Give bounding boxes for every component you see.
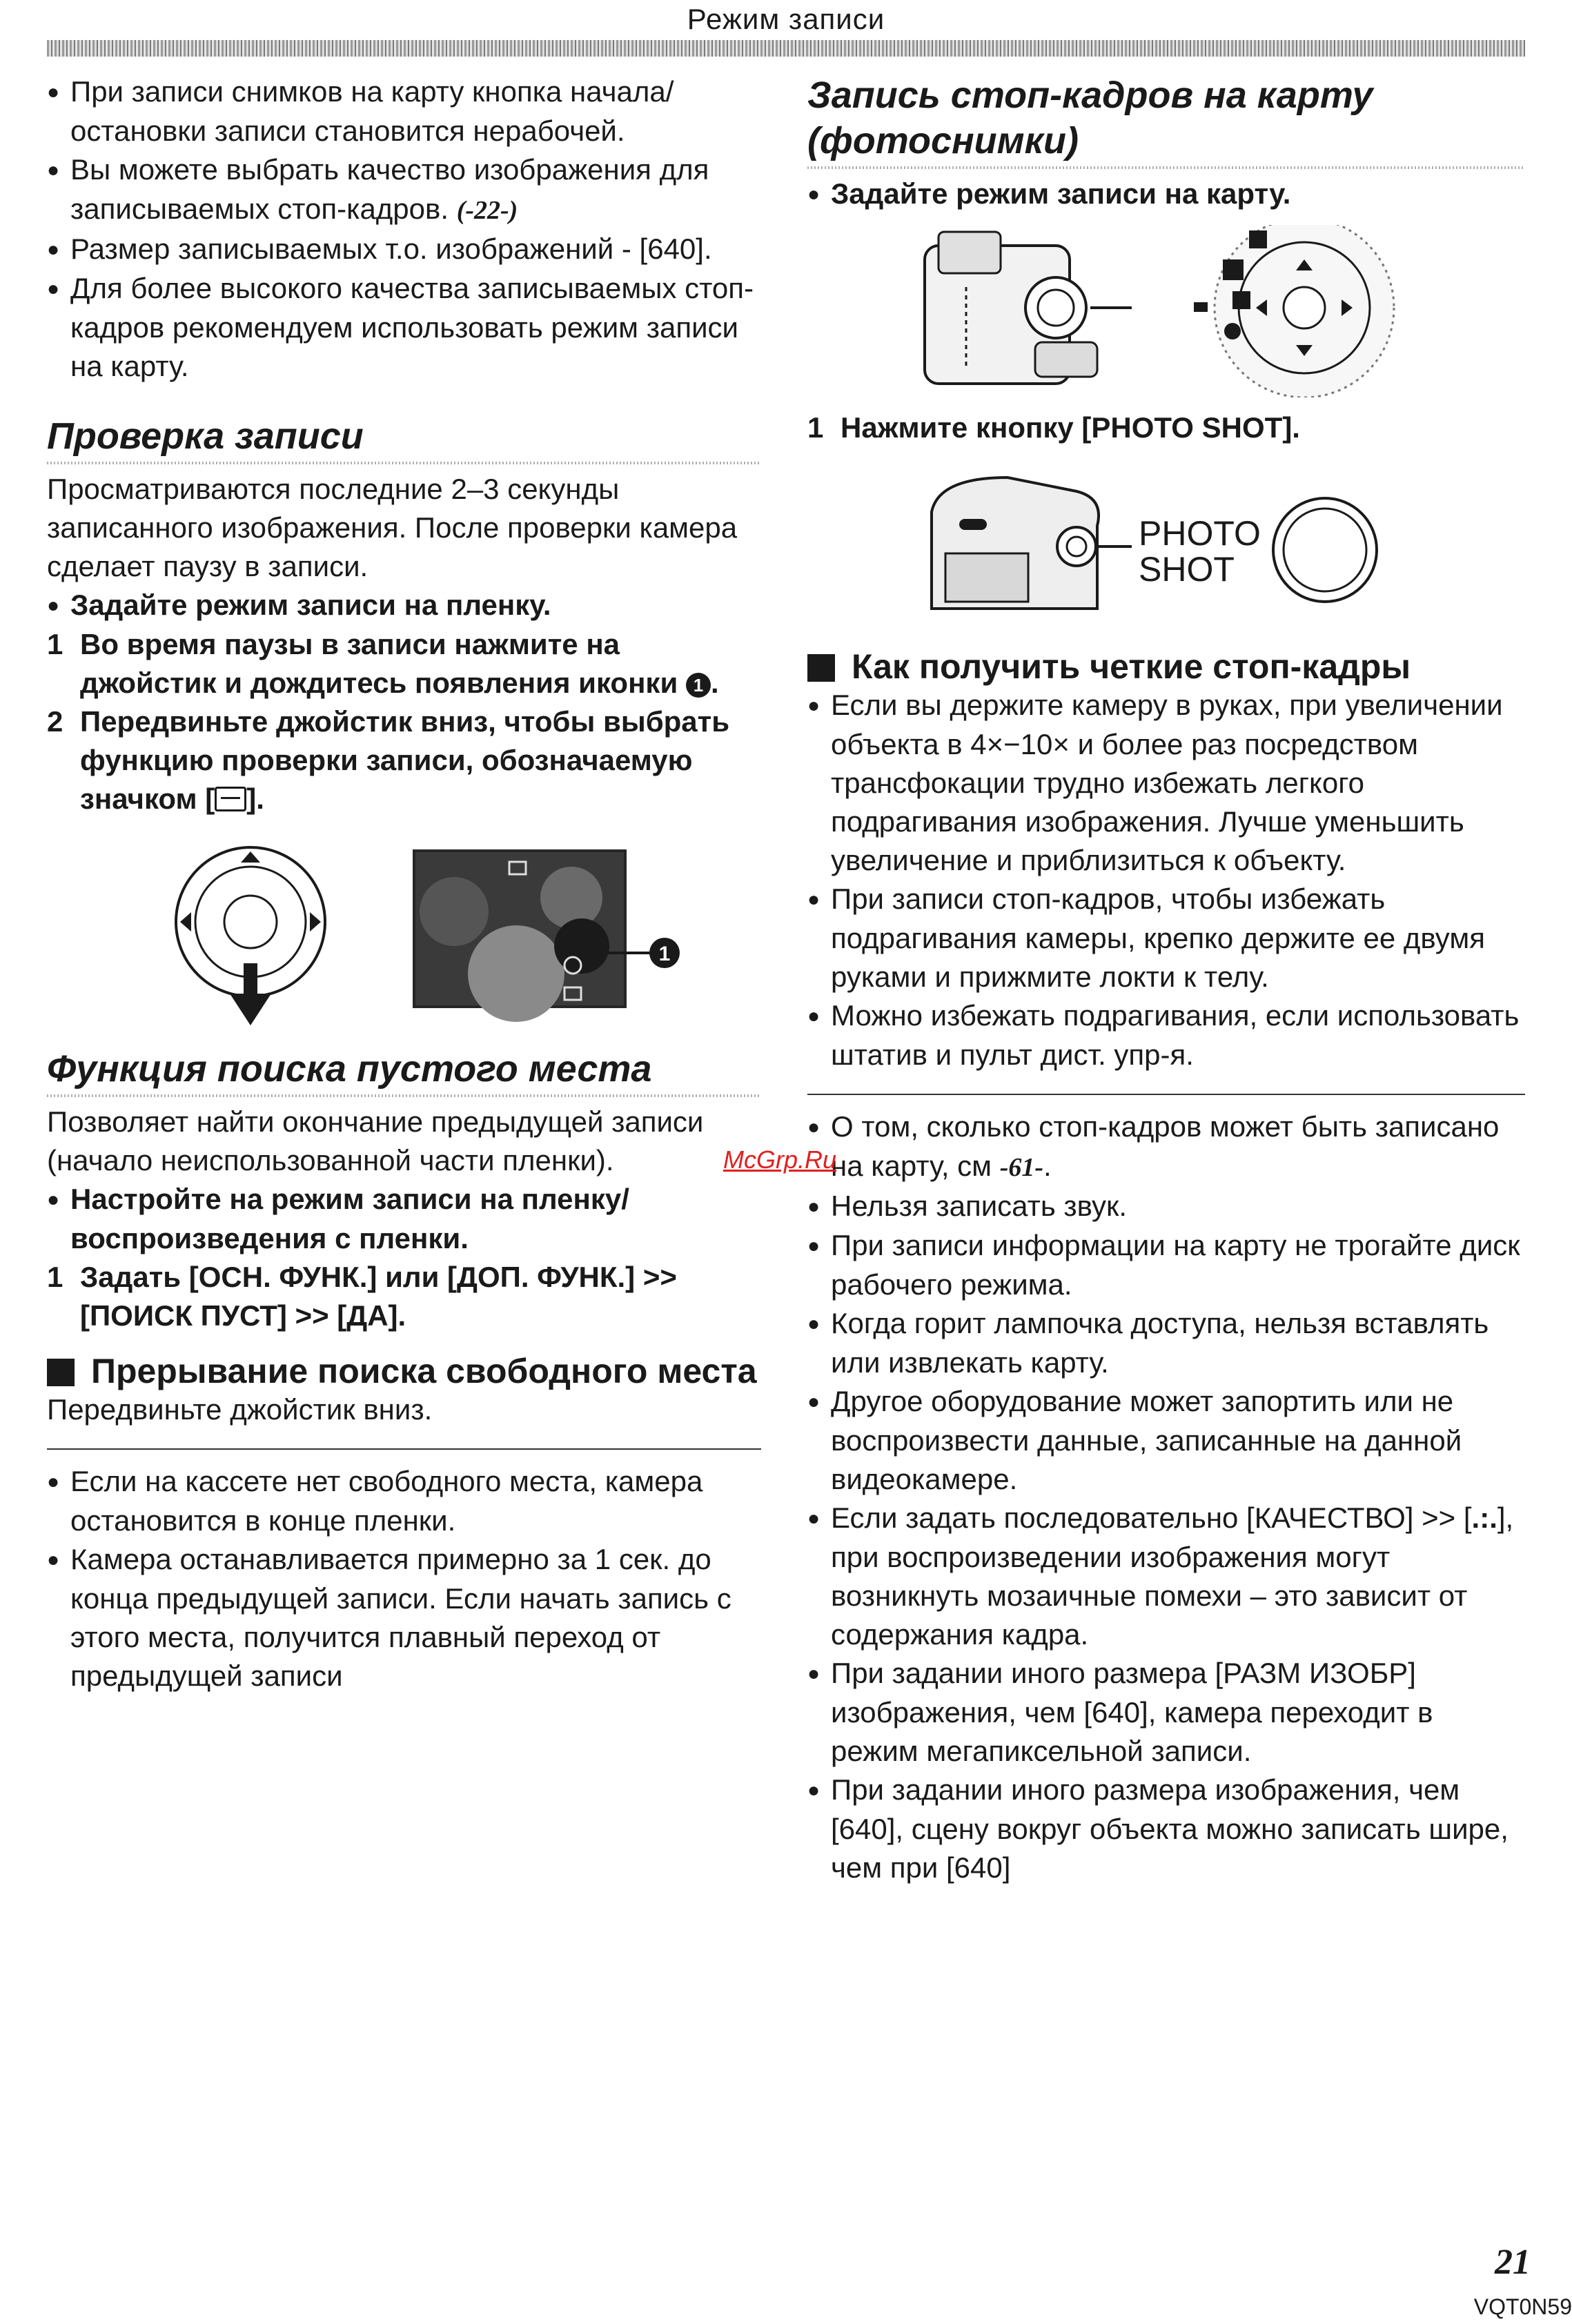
joystick-figure: [47, 846, 761, 1032]
step-number: 1: [47, 628, 63, 660]
square-marker-icon: [807, 654, 835, 682]
joystick-illustration: [47, 846, 761, 1032]
search-bullet: ● Настройте на режим записи на пленку/ воспроизведения с пленки.: [47, 1180, 761, 1258]
search-step-1: [47, 1258, 761, 1335]
section-heading-check: Проверка записи: [47, 413, 761, 464]
square-marker-icon: [47, 1359, 75, 1386]
check-step-1: [47, 625, 761, 702]
step-text: Передвиньте джойстик вниз, чтобы выбрать функцию проверки записи, обозначаемую значком [: [80, 705, 730, 815]
interrupt-heading: [47, 1352, 761, 1390]
tip-3: ● Можно избежать подрагивания, если использовать штатив и пульт дист. упр-я.: [807, 996, 1525, 1074]
tip-2: ● При записи стоп-кадров, чтобы избежать подрагивания камеры, крепко держите ее двумя руками и прижмите локти к телу.: [807, 880, 1525, 996]
step-end: .: [710, 667, 719, 699]
tip-1: ● Если вы держите камеру в руках, при увеличении объекта в 4×−10× и более раз посредством трансфокации трудно избежать легкого подрагивания изображения. Лучше уменьшить увеличение и приблизиться к объекту.: [807, 686, 1525, 880]
header-band: [47, 40, 1525, 57]
note-6: [807, 1499, 1525, 1654]
intro-bullet-2-text: Вы можете выбрать качество изображения для записываемых стоп-кадров.: [70, 153, 709, 225]
step-number: 1: [47, 1261, 63, 1293]
screen-thumbnail: [413, 849, 627, 1022]
search-description: Позволяет найти окончание предыдущей записи (начало неиспользованной части пленки).: [47, 1105, 704, 1176]
note-5: ● Другое оборудование может запортить или не воспроизвести данные, записанные на данной видеокамере.: [807, 1382, 1525, 1499]
photo-label-1: PHOTO: [1139, 514, 1261, 553]
page-number: 21: [1495, 2243, 1531, 2282]
note-2: ● Нельзя записать звук.: [807, 1187, 1525, 1226]
step-number: 2: [47, 705, 63, 738]
joystick-icon: [176, 847, 325, 1025]
note-1: [807, 1107, 1525, 1187]
camera-mode-dial-illustration: [807, 225, 1525, 397]
intro-bullet-3: ● Размер записываемых т.о. изображений - [640].: [47, 230, 761, 269]
note-7: ● При задании иного размера [РАЗМ ИЗОБР] изображения, чем [640], камера переходит в режим мегапиксельной записи.: [807, 1654, 1525, 1771]
page-reference: -61-: [999, 1153, 1044, 1182]
interrupt-heading-text: Прерывание поиска свободного места: [91, 1352, 757, 1390]
photo-label-2: SHOT: [1139, 550, 1235, 589]
search-note-1: ● Если на кассете нет свободного места, камера остановится в конце пленки.: [47, 1462, 761, 1540]
section-heading-photo: Запись стоп-кадров на карту (фотоснимки): [807, 72, 1525, 169]
divider: [807, 1094, 1525, 1095]
camcorder-icon: [925, 232, 1097, 384]
mode-dial-figure: [807, 225, 1525, 397]
step-end: ].: [246, 782, 264, 815]
photo-shot-illustration: [807, 464, 1525, 636]
intro-bullet-4: ● Для более высокого качества записываемых стоп-кадров рекомендуем использовать режим записи на карту.: [47, 269, 761, 386]
tips-heading: [807, 647, 1525, 686]
right-column: [807, 72, 1525, 1887]
section-heading-search: Функция поиска пустого места: [47, 1046, 761, 1097]
photo-shot-figure: [807, 464, 1525, 636]
page-title: Режим записи: [687, 3, 885, 35]
note-3: ● При записи информации на карту не трогайте диск рабочего режима.: [807, 1226, 1525, 1304]
photo-shot-button-icon: [1273, 498, 1377, 602]
search-note-2: ● Камера останавливается примерно за 1 сек. до конца предыдущей записи. Если начать запись с этого места, получится плавный переход от предыдущей записи: [47, 1540, 761, 1695]
note-1-end: .: [1043, 1150, 1052, 1182]
page-header: [0, 0, 1572, 62]
note-6-text: Если задать последовательно [КАЧЕСТВО] >> [: [831, 1501, 1472, 1534]
check-bullet: ● Задайте режим записи на пленку.: [47, 586, 761, 625]
intro-bullet-2: [47, 150, 761, 230]
document-code: VQT0N59: [1473, 2294, 1572, 2319]
callout-1-icon: 1: [686, 673, 711, 698]
interrupt-text: Передвиньте джойстик вниз.: [47, 1393, 433, 1426]
step-text: Во время паузы в записи нажмите на джойстик и дождитесь появления иконки: [80, 628, 678, 699]
camcorder-top-icon: [932, 477, 1099, 609]
quality-icon: .:.: [1471, 1501, 1497, 1534]
step-text: Нажмите кнопку [PHOTO SHOT].: [841, 411, 1300, 444]
check-description: Просматриваются последние 2–3 секунды записанного изображения. После проверки камера сделает паузу в записи.: [47, 473, 738, 582]
mode-dial-icon: [1215, 225, 1394, 397]
page-reference: (-22-): [456, 196, 518, 225]
step-number: 1: [807, 411, 824, 444]
photo-step-1: [807, 408, 1525, 447]
tips-heading-text: Как получить четкие стоп-кадры: [852, 647, 1411, 686]
check-step-2: [47, 702, 761, 818]
intro-bullet-1: ● При записи снимков на карту кнопка начала/остановки записи становится нерабочей.: [47, 72, 761, 150]
note-6-end: ], при воспроизведении изображения могут возникнуть мозаичные помехи – это зависит от содержания кадра.: [831, 1501, 1514, 1651]
step-text: Задать [ОСН. ФУНК.] или [ДОП. ФУНК.] >> [ПОИСК ПУСТ] >> [ДА].: [80, 1261, 677, 1332]
watermark: McGrp.Ru: [723, 1145, 837, 1174]
note-1-text: О том, сколько стоп-кадров может быть записано на карту, см: [831, 1110, 1500, 1182]
note-8: ● При задании иного размера изображения, чем [640], сцену вокруг объекта можно записать шире, чем при [640]: [807, 1771, 1525, 1887]
callout-label: 1: [658, 943, 671, 965]
left-column: [47, 72, 761, 1695]
photo-bullet: ● Задайте режим записи на карту.: [807, 175, 1525, 214]
divider: [47, 1448, 761, 1450]
recording-check-icon: [215, 787, 246, 811]
note-4: ● Когда горит лампочка доступа, нельзя вставлять или извлекать карту.: [807, 1304, 1525, 1382]
